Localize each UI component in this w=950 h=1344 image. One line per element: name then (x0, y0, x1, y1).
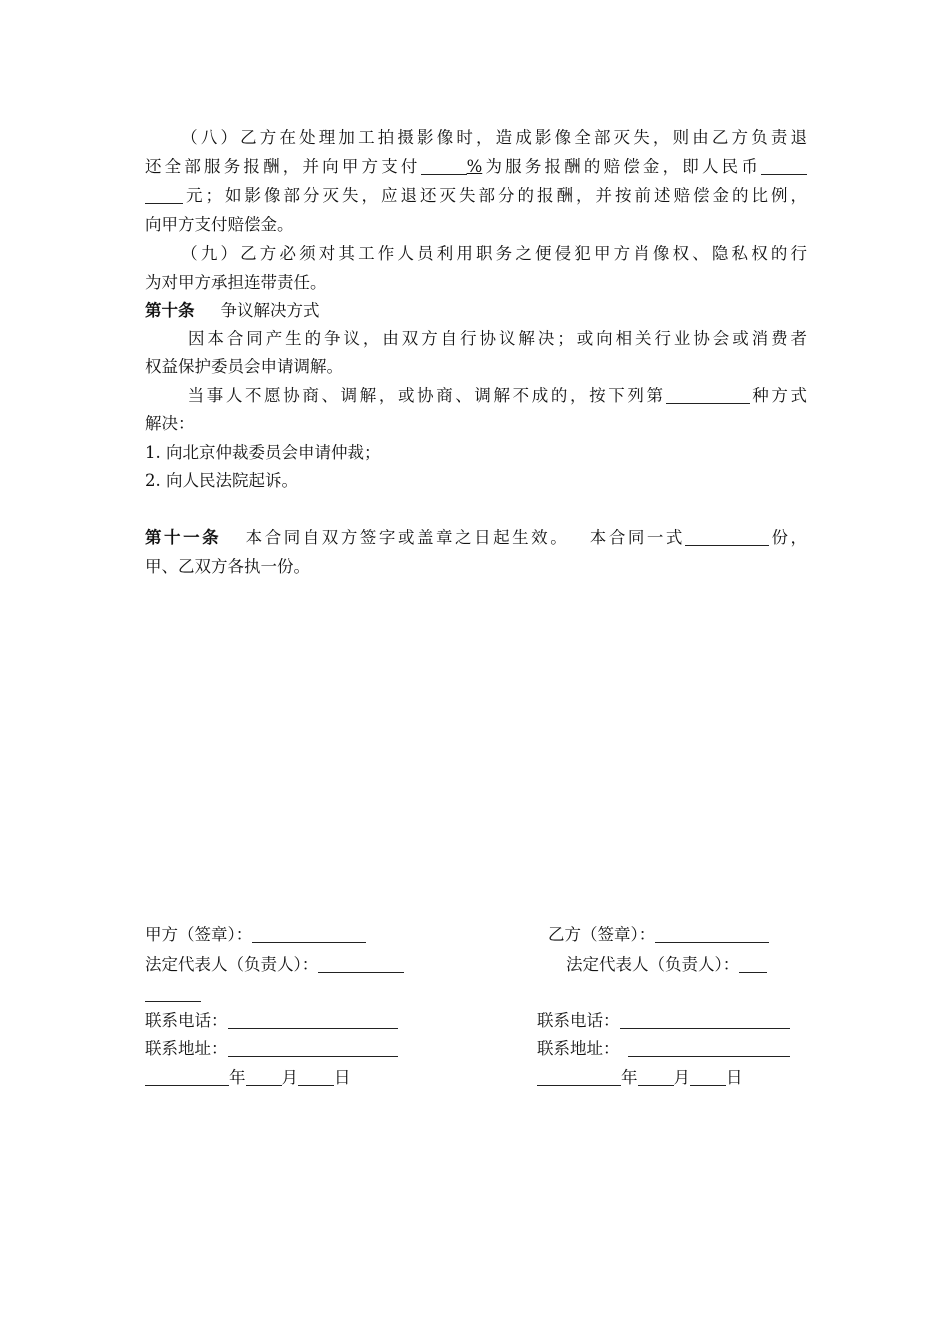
party-a-phone-blank[interactable] (228, 1010, 398, 1029)
article11-line1: 第十一条 本合同自双方签字或盖章之日起生效。 本合同一式 份， (145, 528, 808, 547)
item8-line3: 元；如影像部分灭失，应退还灭失部分的报酬，并按前述赔偿金的比例， (145, 182, 807, 210)
party-a-day-blank[interactable] (298, 1067, 334, 1086)
party-b-rep-blank-cont (145, 980, 201, 1008)
party-a-address: 联系地址： (145, 1035, 398, 1063)
article10-heading: 第十条 (145, 301, 195, 320)
party-a-month-blank[interactable] (246, 1067, 282, 1086)
party-b-rep: 法定代表人（负责人）： (566, 951, 767, 979)
party-b-year-blank[interactable] (537, 1067, 621, 1086)
option-1: 1. 向北京仲裁委员会申请仲裁； (145, 443, 381, 462)
party-b-month-blank[interactable] (638, 1067, 674, 1086)
amount-blank[interactable] (761, 156, 807, 175)
article11-line2: 甲、乙双方各执一份。 (145, 557, 310, 576)
item9-line1: （九）乙方必须对其工作人员利用职务之便侵犯甲方肖像权、隐私权的行 (178, 244, 807, 263)
amount-blank-cont[interactable] (145, 185, 183, 204)
party-a-address-blank[interactable] (228, 1038, 398, 1057)
party-a-seal-blank[interactable] (252, 924, 366, 943)
article10-p2-line1: 当事人不愿协商、调解，或协商、调解不成的，按下列第 种方式 (185, 386, 808, 405)
party-b-address-blank[interactable] (628, 1038, 790, 1057)
method-blank[interactable] (666, 385, 750, 404)
party-b-address: 联系地址： (537, 1035, 790, 1063)
article11-heading: 第十一条 (145, 528, 222, 547)
party-a-rep: 法定代表人（负责人）： (145, 951, 404, 979)
item8-line2: 还全部服务报酬，并向甲方支付 %为服务报酬的赔偿金，即人民币 (145, 153, 807, 181)
party-b-phone-blank[interactable] (620, 1010, 790, 1029)
party-b-day-blank[interactable] (690, 1067, 726, 1086)
party-a-phone: 联系电话： (145, 1007, 398, 1035)
party-b-seal: 乙方（签章）： (548, 921, 769, 949)
item8-line4: 向甲方支付赔偿金。 (145, 215, 294, 234)
option-2: 2. 向人民法院起诉。 (145, 471, 298, 490)
percent-sign: % (466, 157, 483, 176)
article10-p2-line2: 解决： (145, 414, 195, 433)
item8-line1: （八）乙方在处理加工拍摄影像时，造成影像全部灭失，则由乙方负责退 (178, 128, 807, 147)
article10-p1-line1: 因本合同产生的争议，由双方自行协议解决；或向相关行业协会或消费者 (185, 329, 807, 348)
item9-line2: 为对甲方承担连带责任。 (145, 273, 327, 292)
party-b-phone: 联系电话： (537, 1007, 790, 1035)
article10-title: 争议解决方式 (220, 301, 320, 320)
party-b-date: 年 月 日 (537, 1064, 743, 1092)
party-a-rep-blank[interactable] (318, 954, 404, 973)
party-b-rep-blank[interactable] (739, 954, 767, 973)
article10-p1-line2: 权益保护委员会申请调解。 (145, 357, 343, 376)
article10-heading-line (145, 297, 320, 325)
party-b-seal-blank[interactable] (655, 924, 769, 943)
percent-blank[interactable] (421, 156, 467, 175)
party-a-date: 年 月 日 (145, 1064, 351, 1092)
party-a-year-blank[interactable] (145, 1067, 229, 1086)
copies-blank[interactable] (685, 527, 769, 546)
party-a-seal: 甲方（签章）： (145, 921, 366, 949)
party-b-rep-blank-wrap[interactable] (145, 983, 201, 1002)
